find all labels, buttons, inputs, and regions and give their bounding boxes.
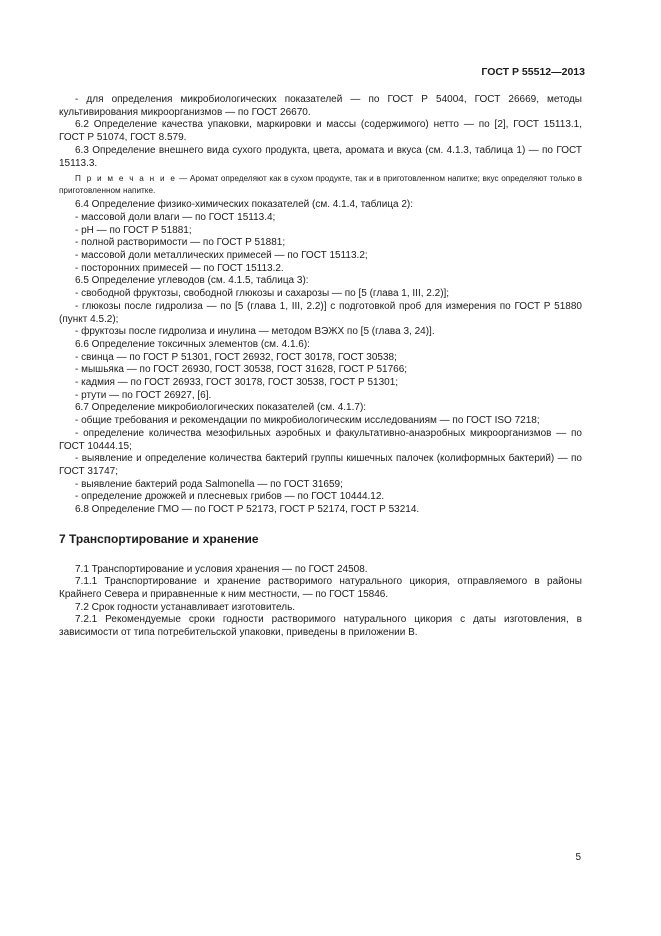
paragraph: 7.2 Срок годности устанавливает изготовитель.	[75, 601, 296, 613]
paragraph: - для определения микробиологических показателей — по ГОСТ Р 54004, ГОСТ 26669, методы культивирования микроорганизмов — по ГОСТ 26670.	[59, 94, 582, 118]
list-item: - общие требования и рекомендации по микробиологическим исследованиям — по ГОСТ ISO 7218;	[75, 415, 540, 427]
list-item: - определение количества мезофильных аэробных и факультативно-анаэробных микроорганизмов — по ГОСТ 10444.15;	[59, 427, 582, 452]
paragraph: 6.2 Определение качества упаковки, маркировки и массы (содержимого) нетто — по [2], ГОСТ 15113.1, ГОСТ Р 51074, ГОСТ 8.579.	[59, 119, 582, 144]
list-item: - кадмия — по ГОСТ 26933, ГОСТ 30178, ГОСТ 30538, ГОСТ Р 51301;	[75, 377, 399, 389]
page-body	[59, 94, 582, 640]
list-item: - массовой доли металлических примесей — по ГОСТ 15113.2;	[75, 250, 368, 262]
list-item: - свинца — по ГОСТ Р 51301, ГОСТ 26932, ГОСТ 30178, ГОСТ 30538;	[75, 351, 397, 363]
list-item: - полной растворимости — по ГОСТ Р 51881;	[75, 237, 286, 249]
paragraph: 6.7 Определение микробиологических показателей (см. 4.1.7):	[75, 402, 367, 414]
note-text: — Аромат определяют как в сухом продукте, так и в приготовленном напитке; вкус определяют только в приготовленном напитке.	[59, 174, 582, 195]
note	[59, 173, 582, 196]
document-id: ГОСТ Р 55512—2013	[481, 66, 585, 78]
page-number: 5	[575, 852, 581, 863]
paragraph: 7.1 Транспортирование и условия хранения — по ГОСТ 24508.	[75, 563, 368, 575]
list-item: - выявление и определение количества бактерий группы кишечных палочек (колиформных бактерий) — по ГОСТ 31747;	[59, 453, 582, 477]
paragraph: 6.8 Определение ГМО — по ГОСТ Р 52173, ГОСТ Р 52174, ГОСТ Р 53214.	[75, 504, 420, 516]
paragraph: 6.3 Определение внешнего вида сухого продукта, цвета, аромата и вкуса (см. 4.1.3, таблица 1) — по ГОСТ 15113.3.	[59, 144, 582, 169]
list-item: - массовой доли влаги — по ГОСТ 15113.4;	[75, 211, 276, 223]
paragraph: 7.1.1 Транспортирование и хранение растворимого натурального цикория, отправляемого в районы Крайнего Севера и приравненные к ним местности, — по ГОСТ 15846.	[59, 576, 582, 600]
list-item: - выявление бактерий рода Salmonella — по ГОСТ 31659;	[75, 478, 343, 490]
paragraph: 6.5 Определение углеводов (см. 4.1.5, таблица 3):	[75, 275, 309, 287]
list-item: - мышьяка — по ГОСТ 26930, ГОСТ 30538, ГОСТ 31628, ГОСТ Р 51766;	[75, 364, 408, 376]
list-item: - глюкозы после гидролиза — по [5 (глава 1, III, 2.2)] с подготовкой проб для измерения по ГОСТ Р 51880 (пункт 4.5.2);	[59, 300, 582, 325]
list-item: - pH — по ГОСТ Р 51881;	[75, 224, 192, 236]
paragraph: 6.4 Определение физико-химических показателей (см. 4.1.4, таблица 2):	[75, 199, 414, 211]
list-item: - посторонних примесей — по ГОСТ 15113.2.	[75, 262, 284, 274]
section-heading: 7 Транспортирование и хранение	[59, 531, 259, 546]
note-label: П р и м е ч а н и е	[75, 174, 177, 184]
list-item: - определение дрожжей и плесневых грибов — по ГОСТ 10444.12.	[75, 491, 385, 503]
list-item: - фруктозы после гидролиза и инулина — методом ВЭЖХ по [5 (глава 3, 24)].	[75, 326, 435, 338]
list-item: - свободной фруктозы, свободной глюкозы и сахарозы — по [5 (глава 1, III, 2.2)];	[75, 288, 450, 300]
paragraph: 7.2.1 Рекомендуемые сроки годности растворимого натурального цикория с даты изготовления, в зависимости от типа потребительской упаковки, приведены в приложении В.	[59, 614, 582, 639]
list-item: - ртути — по ГОСТ 26927, [6].	[75, 389, 212, 401]
paragraph: 6.6 Определение токсичных элементов (см. 4.1.6):	[75, 338, 310, 350]
